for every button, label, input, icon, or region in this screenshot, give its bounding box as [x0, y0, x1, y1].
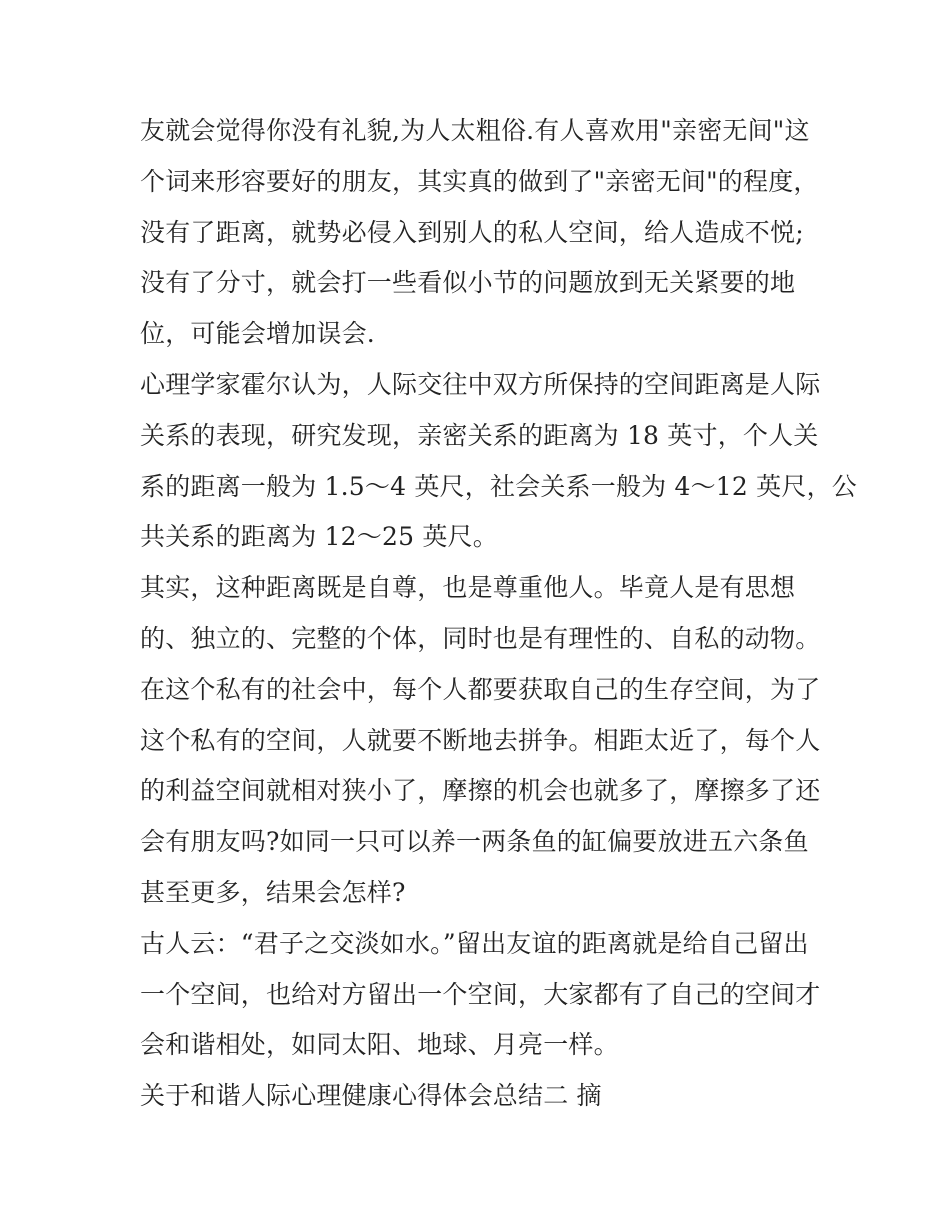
text-line: 会有朋友吗?如同一只可以养一两条鱼的缸偏要放进五六条鱼 [140, 827, 809, 857]
text-line: 个词来形容要好的朋友，其实真的做到了"亲密无间"的程度， [140, 166, 819, 196]
text-line: 古人云：“君子之交淡如水。”留出友谊的距离就是给自己留出 [140, 928, 809, 958]
text-line: 会和谐相处，如同太阳、地球、月亮一样。 [140, 1030, 619, 1060]
text-line: 其实，这种距离既是自尊，也是尊重他人。毕竟人是有思想 [140, 573, 796, 603]
text-line: 这个私有的空间，人就要不断地去拼争。相距太近了，每个人 [140, 725, 821, 755]
text-line: 一个空间，也给对方留出一个空间，大家都有了自己的空间才 [140, 979, 821, 1009]
body-text [140, 106, 857, 1122]
text-line: 共关系的距离为 12～25 英尺。 [140, 522, 498, 552]
text-line: 关系的表现，研究发现，亲密关系的距离为 18 英寸，个人关 [140, 420, 819, 450]
text-line: 在这个私有的社会中，每个人都要获取自己的生存空间，为了 [140, 674, 821, 704]
text-line: 没有了分寸，就会打一些看似小节的问题放到无关紧要的地 [140, 268, 796, 298]
text-line: 的、独立的、完整的个体，同时也是有理性的、自私的动物。 [140, 623, 821, 653]
text-line: 友就会觉得你没有礼貌,为人太粗俗.有人喜欢用"亲密无间"这 [140, 116, 810, 145]
text-line: 系的距离一般为 1.5～4 英尺，社会关系一般为 4～12 英尺，公 [140, 471, 857, 501]
text-line: 的利益空间就相对狭小了，摩擦的机会也就多了，摩擦多了还 [140, 776, 821, 806]
text-line: 甚至更多，结果会怎样? [140, 877, 406, 907]
text-line: 没有了距离，就势必侵入到别人的私人空间，给人造成不悦; [140, 217, 804, 247]
text-line: 关于和谐人际心理健康心得体会总结二 摘 [140, 1081, 602, 1111]
text-line: 心理学家霍尔认为，人际交往中双方所保持的空间距离是人际 [140, 369, 821, 399]
text-line: 位，可能会增加误会. [140, 319, 375, 349]
